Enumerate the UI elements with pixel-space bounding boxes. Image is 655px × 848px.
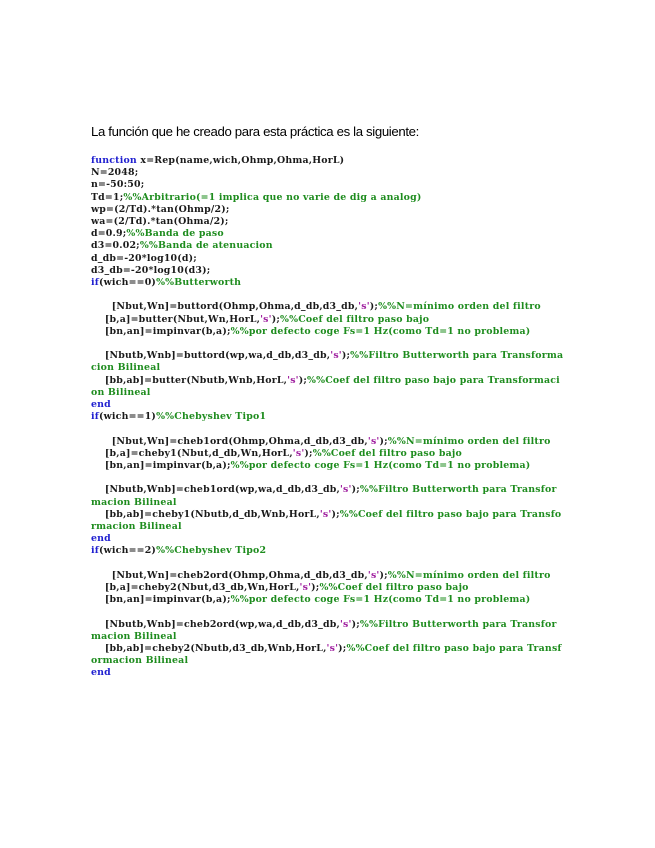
code-comment: %%Coef del filtro paso bajo xyxy=(312,447,462,459)
code-line xyxy=(91,545,566,557)
code-text: n=-50:50; xyxy=(91,179,145,191)
code-string: 's' xyxy=(330,350,342,362)
code-text: [b,a]=cheby2(Nbut,d3_db,Wn,HorL, xyxy=(91,582,300,594)
code-line xyxy=(91,216,566,228)
code-blank-line xyxy=(91,423,566,435)
code-line xyxy=(91,484,566,508)
code-text: [bb,ab]=cheby2(Nbutb,d3_db,Wnb,HorL, xyxy=(91,643,327,655)
code-line xyxy=(91,533,566,545)
code-comment: %%Chebyshev Tipo2 xyxy=(156,545,267,557)
code-line xyxy=(91,582,566,594)
code-comment: %%Coef del filtro paso bajo para Transformacion Bilineal xyxy=(91,374,560,398)
code-comment: %%Chebyshev Tipo1 xyxy=(156,411,267,423)
code-string: 's' xyxy=(319,508,332,520)
code-line xyxy=(91,240,566,252)
code-line xyxy=(91,326,566,338)
code-line xyxy=(91,643,566,667)
code-text: d3=0.02; xyxy=(91,240,140,252)
code-string: 's' xyxy=(292,447,305,459)
matlab-code-block xyxy=(91,155,566,680)
code-text: ); xyxy=(311,582,320,594)
code-line xyxy=(91,228,566,240)
code-text: [Nbut,Wn]=buttord(Ohmp,Ohma,d_db,d3_db, xyxy=(91,301,359,313)
code-line xyxy=(91,301,566,313)
code-text: N=2048; xyxy=(91,167,139,179)
code-comment: %%Coef del filtro paso bajo para Transformacion Bilineal xyxy=(91,508,562,533)
code-line xyxy=(91,167,566,179)
code-line xyxy=(91,350,566,374)
code-text: d3_db=-20*log10(d3); xyxy=(91,264,211,276)
code-line xyxy=(91,155,566,167)
code-string: 's' xyxy=(260,313,272,325)
code-keyword: if xyxy=(91,411,99,423)
code-text: d=0.9; xyxy=(91,228,127,240)
code-string: 's' xyxy=(339,618,352,630)
code-blank-line xyxy=(91,289,566,301)
code-text: ); xyxy=(369,301,379,313)
code-comment: %%Coef del filtro paso bajo xyxy=(319,582,469,594)
code-text: [Nbutb,Wnb]=cheb2ord(wp,wa,d_db,d3_db, xyxy=(91,618,340,630)
code-text: ); xyxy=(271,313,281,325)
code-keyword: if xyxy=(91,545,99,557)
code-text: ); xyxy=(298,374,308,386)
code-text: ); xyxy=(331,508,340,520)
code-keyword: end xyxy=(91,667,111,679)
code-text: [bn,an]=impinvar(b,a); xyxy=(91,460,231,472)
code-text: (wich==1) xyxy=(99,411,157,423)
code-text: (wich==2) xyxy=(99,545,157,557)
code-line xyxy=(91,204,566,216)
code-text: x=Rep(name,wich,Ohmp,Ohma,HorL) xyxy=(136,155,345,166)
code-string: 's' xyxy=(287,374,299,386)
code-comment: %%Banda de atenuacion xyxy=(139,240,273,252)
code-line xyxy=(91,411,566,423)
code-comment: %%Arbitrario(=1 implica que no varie de dig a analog) xyxy=(123,191,422,203)
code-text: [Nbut,Wn]=cheb1ord(Ohmp,Ohma,d_db,d3_db, xyxy=(91,435,368,447)
code-comment: %%por defecto coge Fs=1 Hz(como Td=1 no problema) xyxy=(230,594,531,606)
code-text: [bn,an]=impinvar(b,a); xyxy=(91,594,231,606)
code-comment: %%Butterworth xyxy=(156,277,242,289)
code-line xyxy=(91,570,566,582)
code-comment: %%por defecto coge Fs=1 Hz(como Td=1 no problema) xyxy=(230,325,531,337)
code-line xyxy=(91,619,566,643)
code-string: 's' xyxy=(326,643,339,655)
code-string: 's' xyxy=(339,484,352,496)
code-line xyxy=(91,314,566,326)
code-line xyxy=(91,509,566,533)
code-line xyxy=(91,436,566,448)
code-line xyxy=(91,265,566,277)
code-blank-line xyxy=(91,558,566,570)
code-text: [Nbutb,Wnb]=cheb1ord(wp,wa,d_db,d3_db, xyxy=(91,484,340,496)
code-comment: %%Filtro Butterworth para Transformacion Bilineal xyxy=(91,618,557,642)
code-comment: %%Coef del filtro paso bajo xyxy=(280,313,430,325)
code-text: Td=1; xyxy=(91,191,124,203)
code-line xyxy=(91,277,566,289)
code-line xyxy=(91,448,566,460)
code-string: 's' xyxy=(358,301,370,313)
code-comment: %%Coef del filtro paso bajo para Transformacion Bilineal xyxy=(91,643,562,667)
code-text: [Nbut,Wn]=cheb2ord(Ohmp,Ohma,d_db,d3_db, xyxy=(91,569,368,581)
code-string: 's' xyxy=(367,435,380,447)
code-text: ); xyxy=(351,618,360,630)
code-line xyxy=(91,460,566,472)
code-text: ); xyxy=(379,569,388,581)
code-line xyxy=(91,375,566,399)
code-comment: %%Filtro Butterworth para Transformacion Bilineal xyxy=(91,350,564,374)
code-line xyxy=(91,192,566,204)
code-keyword: end xyxy=(91,533,111,545)
code-text: [b,a]=butter(Nbut,Wn,HorL, xyxy=(91,313,261,325)
code-keyword: if xyxy=(91,277,99,289)
code-comment: %%por defecto coge Fs=1 Hz(como Td=1 no problema) xyxy=(230,460,531,472)
code-line xyxy=(91,667,566,679)
code-comment: %%N=mínimo orden del filtro xyxy=(387,435,551,447)
code-text: [Nbutb,Wnb]=buttord(wp,wa,d_db,d3_db, xyxy=(91,350,331,362)
code-text: ); xyxy=(351,484,360,496)
code-blank-line xyxy=(91,472,566,484)
code-comment: %%Filtro Butterworth para Transformacion Bilineal xyxy=(91,484,557,508)
code-string: 's' xyxy=(299,582,312,594)
code-text: [bb,ab]=butter(Nbutb,Wnb,HorL, xyxy=(91,374,288,386)
code-text: ); xyxy=(379,435,388,447)
code-blank-line xyxy=(91,606,566,618)
intro-paragraph: La función que he creado para esta práctica es la siguiente: xyxy=(91,124,419,139)
code-comment: %%N=mínimo orden del filtro xyxy=(378,301,541,313)
code-comment: %%Banda de paso xyxy=(126,228,224,240)
code-text: [bb,ab]=cheby1(Nbutb,d_db,Wnb,HorL, xyxy=(91,508,320,520)
code-text: wp=(2/Td).*tan(Ohmp/2); xyxy=(91,203,230,215)
code-line xyxy=(91,253,566,265)
code-blank-line xyxy=(91,338,566,350)
code-text: (wich==0) xyxy=(99,277,157,289)
code-text: ); xyxy=(338,643,347,655)
code-text: d_db=-20*log10(d); xyxy=(91,252,197,264)
code-text: [b,a]=cheby1(Nbut,d_db,Wn,HorL, xyxy=(91,447,293,459)
code-text: [bn,an]=impinvar(b,a); xyxy=(91,325,231,337)
code-keyword: function xyxy=(91,155,137,166)
code-string: 's' xyxy=(367,569,380,581)
code-line xyxy=(91,399,566,411)
code-text: wa=(2/Td).*tan(Ohma/2); xyxy=(91,216,229,228)
code-line xyxy=(91,594,566,606)
code-comment: %%N=mínimo orden del filtro xyxy=(387,569,551,581)
code-keyword: end xyxy=(91,399,111,411)
code-text: ); xyxy=(341,350,351,362)
code-text: ); xyxy=(304,447,313,459)
code-line xyxy=(91,179,566,191)
